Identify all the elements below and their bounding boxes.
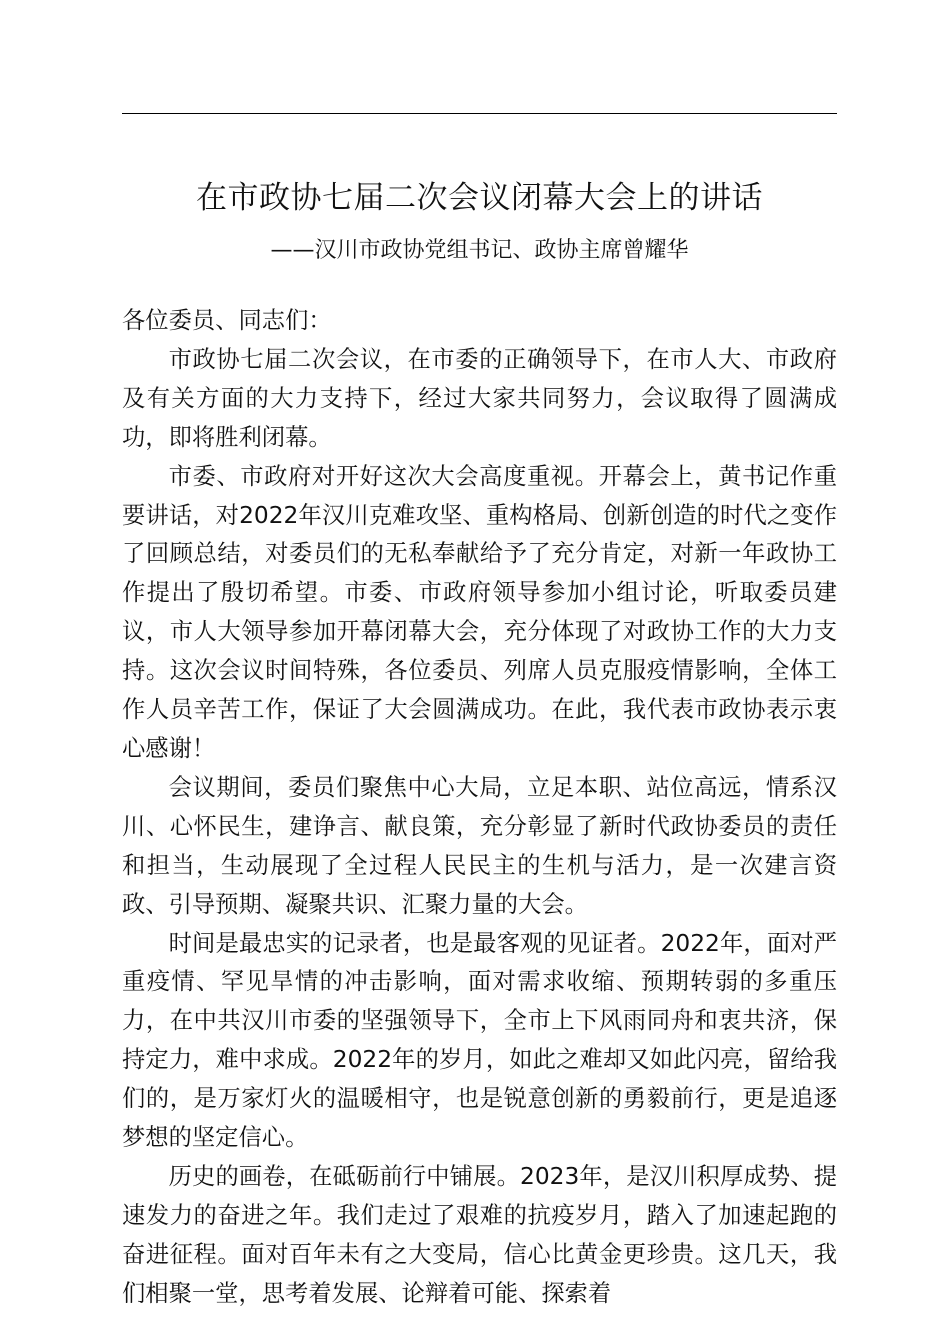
paragraph-1: 市政协七届二次会议，在市委的正确领导下，在市人大、市政府及有关方面的大力支持下，经过大家共同努力，会议取得了圆满成功，即将胜利闭幕。 — [122, 345, 837, 451]
paragraph-5: 历史的画卷，在砥砺前行中铺展。2023年，是汉川积厚成势、提速发力的奋进之年。我们走过了艰难的抗疫岁月，踏入了加速起跑的奋进征程。面对百年未有之大变局，信心比黄金更珍贵。这几天，我们相聚一堂，思考着发展、论辩着可能、探索着 — [122, 1162, 837, 1307]
paragraph-2: 市委、市政府对开好这次大会高度重视。开幕会上，黄书记作重要讲话，对2022年汉川克难攻坚、重构格局、创新创造的时代之变作了回顾总结，对委员们的无私奉献给予了充分肯定，对新一年政协工作提出了殷切希望。市委、市政府领导参加小组讨论，听取委员建议，市人大领导参加开幕闭幕大会，充分体现了对政协工作的大力支持。这次会议时间特殊，各位委员、列席人员克服疫情影响，全体工作人员辛苦工作，保证了大会圆满成功。在此，我代表市政协表示衷心感谢！ — [122, 462, 837, 762]
document-title: 在市政协七届二次会议闭幕大会上的讲话 — [196, 180, 763, 216]
document-body — [122, 302, 837, 1314]
paragraph-4: 时间是最忠实的记录者，也是最客观的见证者。2022年，面对严重疫情、罕见旱情的冲击影响，面对需求收缩、预期转弱的多重压力，在中共汉川市委的坚强领导下，全市上下风雨同舟和衷共济，保持定力，难中求成。2022年的岁月，如此之难却又如此闪亮，留给我们的，是万家灯火的温暖相守，也是锐意创新的勇毅前行，更是追逐梦想的坚定信心。 — [122, 929, 837, 1152]
paragraph-3: 会议期间，委员们聚焦中心大局，立足本职、站位高远，情系汉川、心怀民生，建诤言、献良策，充分彰显了新时代政协委员的责任和担当，生动展现了全过程人民民主的生机与活力，是一次建言资政、引导预期、凝聚共识、汇聚力量的大会。 — [122, 773, 837, 918]
document-subtitle: ——汉川市政协党组书记、政协主席曾耀华 — [270, 238, 689, 263]
header-rule — [122, 113, 837, 114]
salutation: 各位委员、同志们： — [122, 307, 332, 334]
